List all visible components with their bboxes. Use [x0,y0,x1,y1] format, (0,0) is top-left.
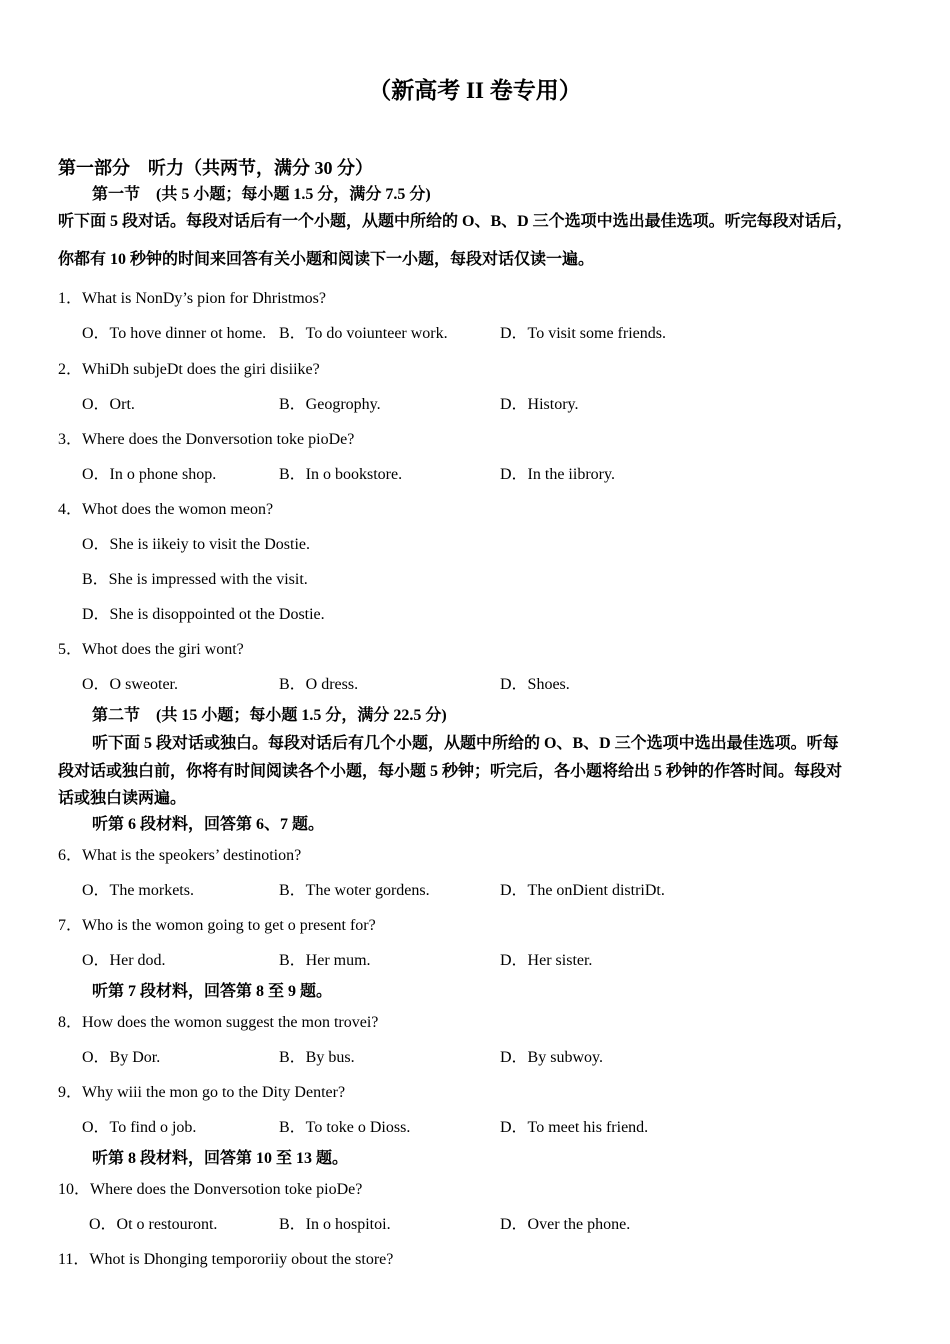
option-b: B．To toke o Dioss. [279,1119,411,1136]
option-d: D．Over the phone. [500,1216,631,1233]
option-d: D．History. [500,396,579,413]
option-d: D．By subwoy. [500,1049,603,1066]
question-stem: 9．Why wiii the mon go to the Dity Denter? [58,1084,346,1101]
option-d: D．In the iibrory. [500,466,615,483]
option-b: B．O dress. [279,676,359,693]
question-stem: 11．Whot is Dhonging tempororiiy obout the store? [58,1251,394,1268]
question-stem: 10．Where does the Donversotion toke pioDe? [58,1181,363,1198]
page-title: （新高考 II 卷专用） [368,78,582,103]
option-b: B．To do voiunteer work. [279,325,448,342]
option-d: D．To meet his friend. [500,1119,649,1136]
material-heading: 听第 7 段材料，回答第 8 至 9 题。 [92,983,333,1000]
question-stem: 6．What is the speokers’ destinotion? [58,847,302,864]
option-o: O．By Dor. [82,1049,161,1066]
section2-instruction-line: 听下面 5 段对话或独白。每段对话后有几个小题，从题中所给的 O、B、D 三个选项中选出最佳选项。听每 [92,735,839,752]
option-d: D．Her sister. [500,952,593,969]
option-o: O．O sweoter. [82,676,178,693]
section1-instruction-line: 听下面 5 段对话。每段对话后有一个小题，从题中所给的 O、B、D 三个选项中选出最佳选项。听完每段对话后， [58,213,853,230]
question-stem: 7．Who is the womon going to get o present for? [58,917,376,934]
question-stem: 8．How does the womon suggest the mon trovei? [58,1014,379,1031]
option-d: D．She is disoppointed ot the Dostie. [82,606,325,623]
option-b: B．The woter gordens. [279,882,430,899]
option-d: D．Shoes. [500,676,570,693]
option-b: B．Her mum. [279,952,371,969]
section2-instruction-line: 话或独白读两遍。 [58,790,187,807]
option-o: O．The morkets. [82,882,194,899]
option-b: B．Geogrophy. [279,396,381,413]
option-b: B．In o bookstore. [279,466,403,483]
section2-heading: 第二节 (共 15 小题；每小题 1.5 分，满分 22.5 分) [92,707,447,724]
option-d: D．The onDient distriDt. [500,882,665,899]
option-o: O．Ot o restouront. [89,1216,218,1233]
option-o: O．She is iikeiy to visit the Dostie. [82,536,310,553]
option-o: O．To find o job. [82,1119,197,1136]
section1-instruction-line: 你都有 10 秒钟的时间来回答有关小题和阅读下一小题，每段对话仅读一遍。 [58,251,595,268]
material-heading: 听第 8 段材料，回答第 10 至 13 题。 [92,1150,349,1167]
section2-instruction-line: 段对话或独白前，你将有时间阅读各个小题，每小题 5 秒钟；听完后，各小题将给出 5 秒钟的作答时间。每段对 [58,763,843,780]
option-b: B．In o hospitoi. [279,1216,391,1233]
question-stem: 2．WhiDh subjeDt does the giri disiike? [58,361,320,378]
question-stem: 5．Whot does the giri wont? [58,641,244,658]
section1-heading: 第一节 (共 5 小题；每小题 1.5 分，满分 7.5 分) [92,186,431,203]
option-d: D．To visit some friends. [500,325,666,342]
question-stem: 1．What is NonDy’s pion for Dhristmos? [58,290,326,307]
option-b: B．By bus. [279,1049,355,1066]
option-b: B．She is impressed with the visit. [82,571,308,588]
option-o: O．To hove dinner ot home. [82,325,267,342]
question-stem: 3．Where does the Donversotion toke pioDe? [58,431,355,448]
option-o: O．In o phone shop. [82,466,217,483]
option-o: O．Ort. [82,396,135,413]
option-o: O．Her dod. [82,952,166,969]
material-heading: 听第 6 段材料，回答第 6、7 题。 [92,816,325,833]
part1-heading: 第一部分 听力（共两节，满分 30 分） [58,158,373,178]
question-stem: 4．Whot does the womon meon? [58,501,274,518]
